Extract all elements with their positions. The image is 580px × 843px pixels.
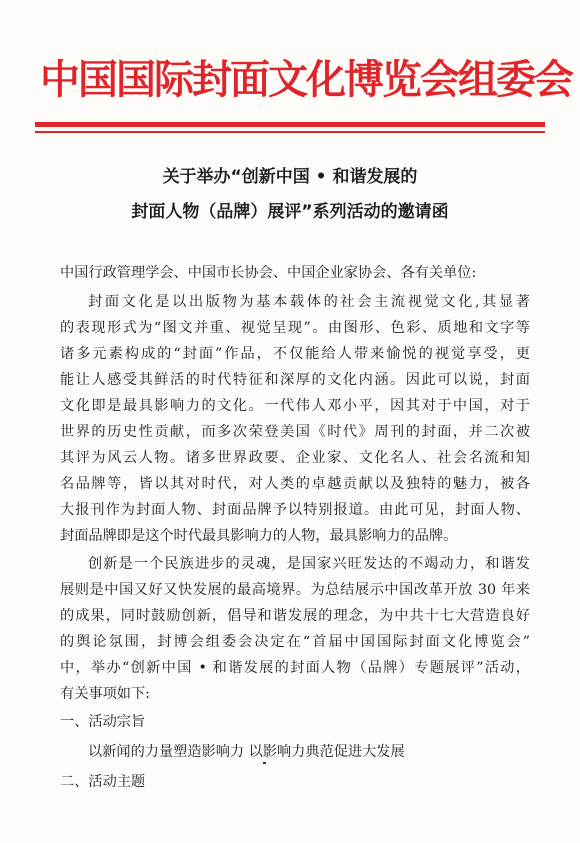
letter-title-line-2: 封面人物（品牌）展评”系列活动的邀请函 (131, 202, 449, 222)
para1-line: 世界的历史性贡献，而多次荣登美国《时代》周刊的封面，并二次被 (60, 424, 530, 440)
para1-line: 封面品牌即是这个时代最具影响力的人物，最具影响力的品牌。 (60, 528, 458, 544)
para2-line: 中，举办“创新中国 • 和谐发展的封面人物（品牌）专题展评”活动， (60, 660, 530, 676)
letter-title-line-1: 关于举办“创新中国 • 和谐发展的 (162, 167, 418, 187)
section-heading: 一、活动宗旨 (60, 714, 146, 730)
para2-line: 展则是中国又好又快发展的最高境界。为总结展示中国改革开放 30 年来 (60, 582, 530, 598)
para1-line: 大报刊作为封面人物、封面品牌予以特别报道。由此可见，封面人物、 (60, 502, 530, 518)
para1-line: 的表现形式为“图文并重、视觉呈现”。由图形、色彩、质地和文字等 (60, 320, 530, 336)
letterhead-rule-thin (35, 131, 545, 133)
para2-line: 的舆论氛围，封博会组委会决定在“首届中国国际封面文化博览会” (60, 634, 530, 650)
para1-line: 名品牌等，皆以其对时代，对人类的卓越贡献以及独特的魅力，被各 (60, 476, 530, 492)
para1-line: 封面文化是以出版物为基本载体的社会主流视觉文化,其显著 (88, 294, 530, 310)
section-text: 以新闻的力量塑造影响力 以影响力典范促进大发展 (88, 744, 405, 760)
letterhead-rule-thick (35, 122, 545, 127)
para1-line: 文化即是最具影响力的文化。一代伟人邓小平，因其对于中国，对于 (60, 398, 530, 414)
para1-line: 其评为风云人物。诸多世界政要、企业家、文化名人、社会名流和知 (60, 450, 530, 466)
para2-line: 有关事项如下: (60, 686, 150, 702)
para2-line: 创新是一个民族进步的灵魂，是国家兴旺发达的不竭动力，和谐发 (88, 556, 530, 572)
section-heading: 二、活动主题 (60, 774, 146, 790)
scan-speck (263, 762, 266, 764)
salutation: 中国行政管理学会、中国市长协会、中国企业家协会、各有关单位: (60, 265, 477, 281)
para1-line: 诸多元素构成的“封面”作品，不仅能给人带来愉悦的视觉享受，更 (60, 346, 530, 362)
para1-line: 能让人感受其鲜活的时代特征和深厚的文化内涵。因此可以说，封面 (60, 372, 530, 388)
para2-line: 的成果，同时鼓励创新，倡导和谐发展的理念，为中共十七大营造良好 (60, 608, 530, 624)
org-letterhead: 中国国际封面文化博览会组委会 (40, 56, 572, 103)
